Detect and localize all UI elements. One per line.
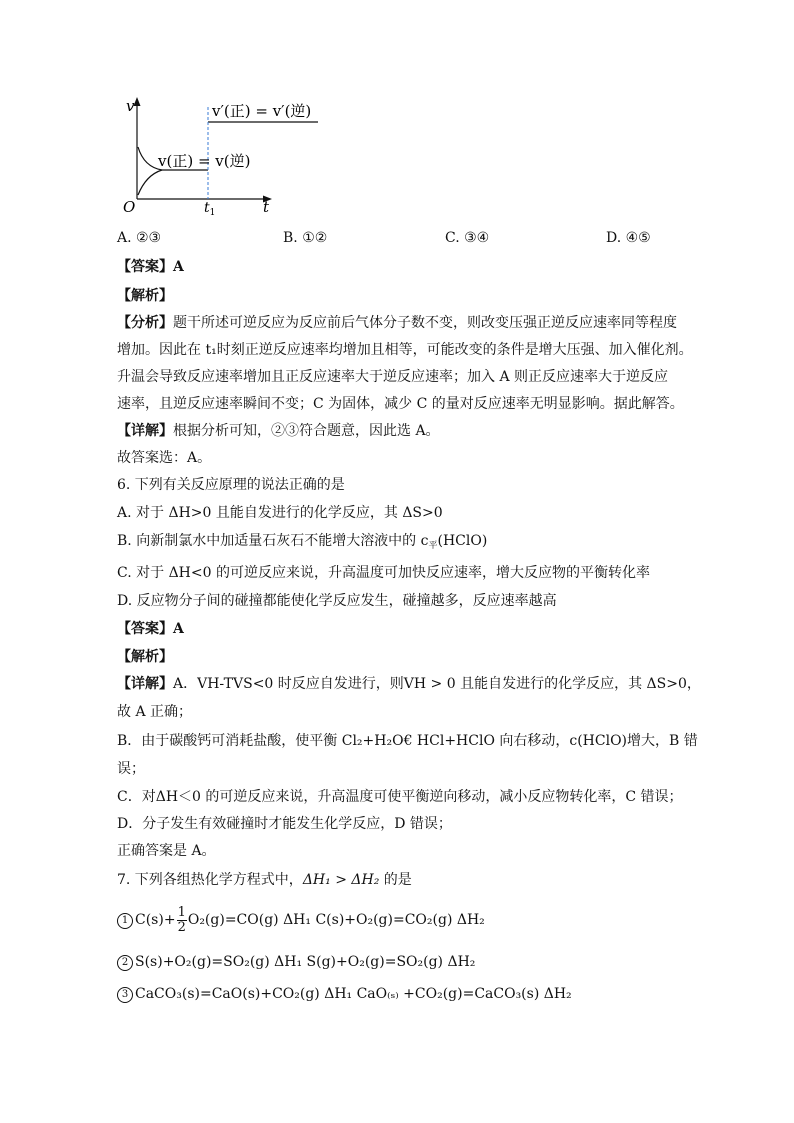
q5-detail [117,421,440,441]
x-axis-label: t [263,198,270,216]
q6-option-b-text: B. 向新制氯水中加适量石灰石不能增大溶液中的 c [117,533,429,549]
q6-detail-b: B．由于碳酸钙可消耗盐酸，使平衡 Cl₂+H₂O€ HCl+HClO 向右移动，c(HClO)增大，B 错 [117,733,698,749]
q6-option-a: A. 对于 ΔH>0 且能自发进行的化学反应，其 ΔS>0 [117,505,443,521]
item-number-2: 2 [117,955,133,971]
item-number-1: 1 [117,913,133,929]
lower-curve-label: v(正) = v(逆) [158,152,251,170]
q5-analysis-line-2: 增加。因此在 t₁时刻正逆反应速率均增加且相等，可能改变的条件是增大压强、加入催化剂。 [117,342,693,358]
q7-item-3 [117,984,572,1004]
origin-label: O [123,198,136,216]
y-axis-label: v [126,97,135,115]
fenxi-text: 题干所述可逆反应为反应前后气体分子数不变，则改变压强正逆反应速率同等程度 [173,315,677,331]
q7-stem [117,870,412,890]
q5-analysis-tag: 【解析】 [117,288,173,304]
item-number-3: 3 [117,987,133,1003]
q6-final: 正确答案是 A。 [117,843,216,859]
q6-detail-tag: 【详解】 [117,676,173,692]
t1-label: $t_1$ [204,200,216,218]
q7-stem-text: 7. 下列各组热化学方程式中， [117,872,303,888]
q6-analysis-tag: 【解析】 [117,649,173,665]
one-half-fraction [177,906,187,935]
upper-curve-label: v′(正) = v′(逆) [212,102,312,120]
q5-analysis-line-3: 升温会导致反应速率增加且正反应速率大于逆反应速率；加入 A 则正反应速率大于逆反应 [117,369,669,385]
q6-detail-b-2: 误； [117,761,145,777]
fraction-denominator: 2 [177,919,186,935]
detail-text: 根据分析可知，②③符合题意，因此选 A。 [173,423,440,439]
q6-detail-d: D．分子发生有效碰撞时才能发生化学反应，D 错误； [117,816,452,832]
q6-detail-c: C．对ΔH＜0 的可逆反应来说，升高温度可使平衡逆向移动，减小反应物转化率，C 错误； [117,789,683,805]
q7-stem-post: 的是 [379,872,412,888]
detail-tag: 【详解】 [117,423,173,439]
q6-option-d: D. 反应物分子间的碰撞都能使化学反应发生，碰撞越多，反应速率越高 [117,593,557,609]
q7-item-2 [117,952,475,972]
fraction-numerator: 1 [177,904,186,920]
q5-analysis-line-1 [117,313,677,333]
q6-option-b-post: (HClO) [437,533,488,549]
q6-option-b [117,531,487,556]
fenxi-tag: 【分析】 [117,315,173,331]
option-c: C. ③④ [445,230,490,246]
q5-analysis-line-4: 速率，且逆反应速率瞬间不变；C 为固体，减少 C 的量对反应速率无明显影响。据此解答。 [117,396,684,412]
q6-detail-line-2: 故 A 正确； [117,704,193,720]
q6-stem: 6. 下列有关反应原理的说法正确的是 [117,477,345,493]
q7-item-1 [117,905,485,935]
option-d: D. ④⑤ [606,230,651,246]
q7-item-3-text: CaCO₃(s)=CaO(s)+CO₂(g) ΔH₁ CaO₍ₛ₎ +CO₂(g)=CaCO₃(s) ΔH₂ [135,986,572,1002]
option-a: A. ②③ [117,230,162,246]
option-b: B. ①② [283,230,328,246]
q6-answer: 【答案】A [117,621,184,637]
q7-stem-math: ΔH₁ > ΔH₂ [302,872,380,888]
reverse-rate-curve [138,170,162,195]
y-axis-arrow [134,97,141,106]
q6-detail-text: A．VH-TVS<0 时反应自发进行，则VH > 0 且能自发进行的化学反应，其 ΔS>0， [173,676,701,692]
q6-option-b-sub: 平 [428,541,438,551]
q7-item-1-b: O₂(g)=CO(g) ΔH₁ C(s)+O₂(g)=CO₂(g) ΔH₂ [187,912,485,928]
q6-option-c: C. 对于 ΔH<0 的可逆反应来说，升高温度可加快反应速率，增大反应物的平衡转化率 [117,565,650,581]
q6-detail-line-1 [117,674,701,694]
q7-item-2-text: S(s)+O₂(g)=SO₂(g) ΔH₁ S(g)+O₂(g)=SO₂(g) ΔH₂ [135,954,476,970]
q5-answer: 【答案】A [117,259,184,275]
q7-item-1-a: C(s)+ [135,912,176,928]
q5-final: 故答案选：A。 [117,450,212,466]
rate-time-figure [120,95,330,225]
